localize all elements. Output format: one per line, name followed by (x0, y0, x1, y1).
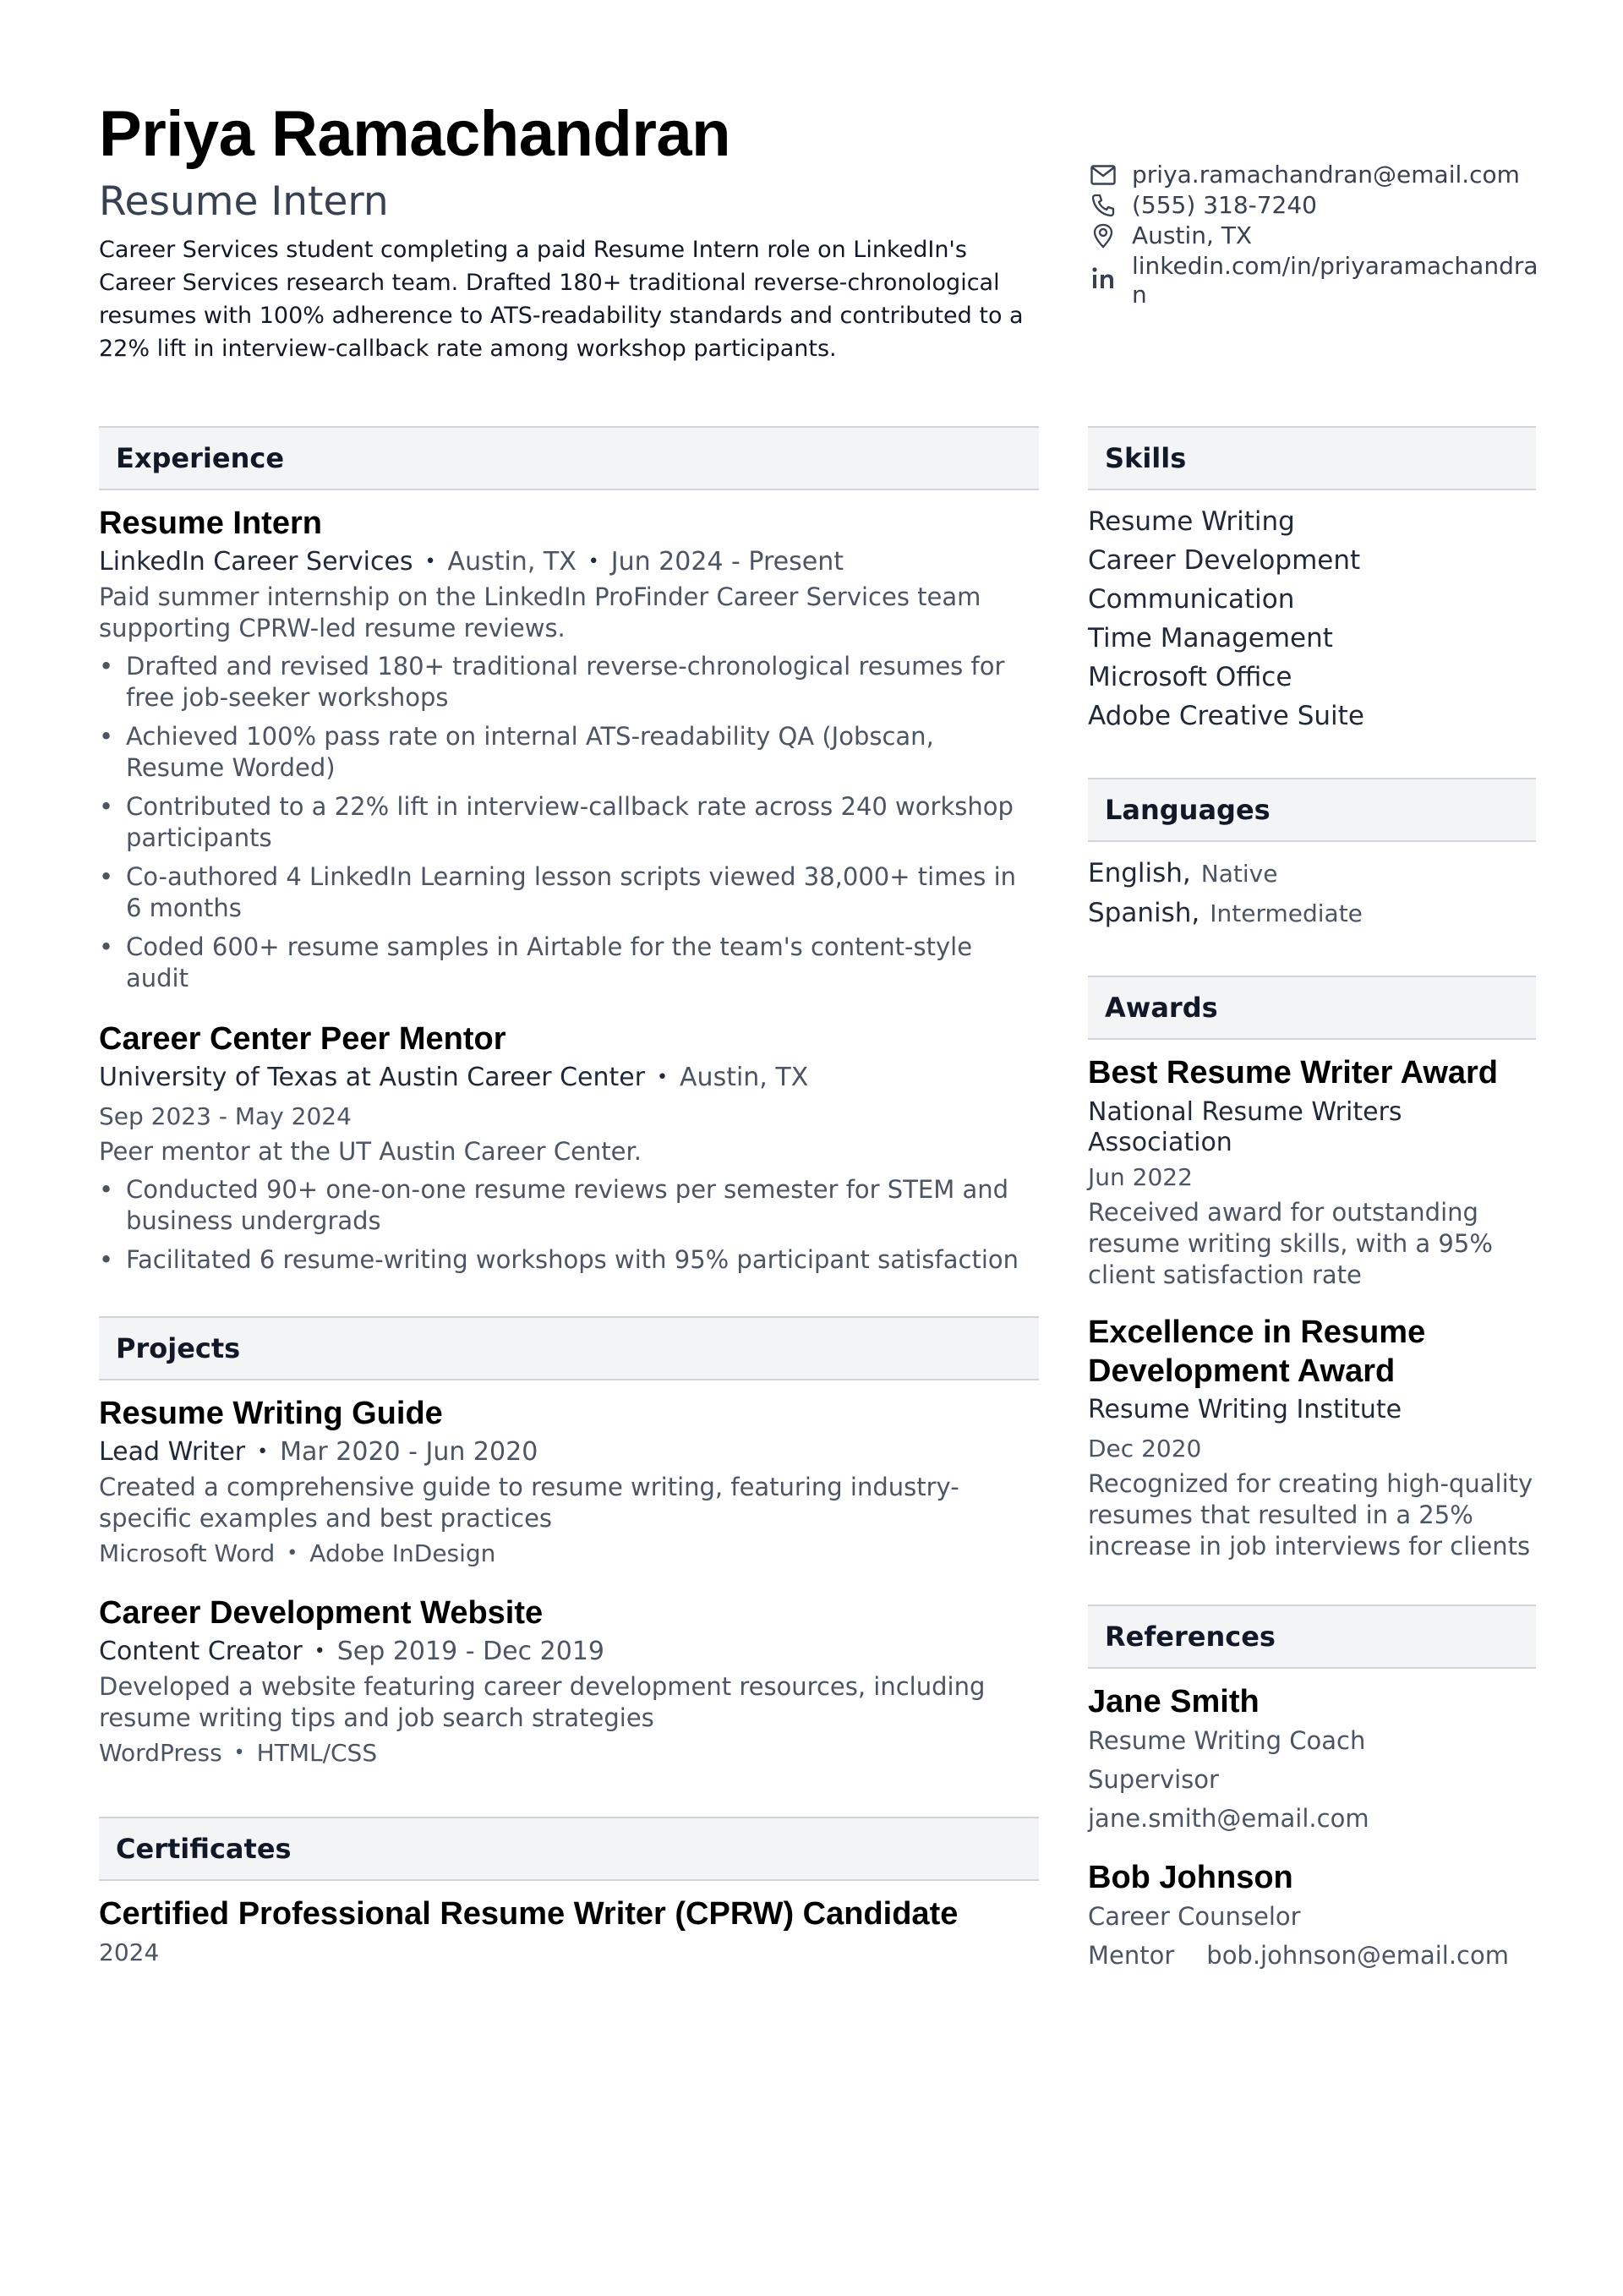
awards-heading: Awards (1088, 976, 1536, 1040)
linkedin-icon (1088, 264, 1118, 292)
skill-item: Microsoft Office (1088, 662, 1292, 692)
phone-icon (1088, 191, 1118, 220)
job-title: Resume Intern (99, 506, 322, 541)
reference-relation: Mentor (1088, 1941, 1175, 1970)
tool-tag: HTML/CSS (256, 1739, 378, 1767)
candidate-title: Resume Intern (99, 178, 389, 225)
skill-item: Career Development (1088, 545, 1361, 576)
reference-name: Bob Johnson (1088, 1860, 1293, 1895)
job-meta: LinkedIn Career Services • Austin, TX • Jun 2024 - Present (99, 547, 844, 577)
skill-item: Time Management (1088, 623, 1333, 653)
tool-tag: Microsoft Word (99, 1539, 276, 1567)
location-text: Austin, TX (1132, 221, 1253, 249)
candidate-name: Priya Ramachandran (99, 98, 731, 170)
reference-email[interactable]: jane.smith@email.com (1088, 1804, 1369, 1833)
contact-linkedin (1088, 252, 1544, 309)
project-role: Lead Writer (99, 1437, 246, 1467)
project-description: Created a comprehensive guide to resume writing, featuring industry-specific examples and best practices (99, 1473, 959, 1533)
reference-role: Career Counselor (1088, 1902, 1301, 1931)
bullet-item: • Coded 600+ resume samples in Airtable for the team's content-style audit (99, 932, 1039, 994)
contact-block (1088, 161, 1544, 311)
reference-entry (1088, 1682, 1536, 1838)
job-dates: Jun 2024 - Present (610, 547, 844, 577)
project-role: Content Creator (99, 1637, 303, 1666)
email-link[interactable]: priya.ramachandran@email.com (1132, 161, 1520, 189)
job-org: University of Texas at Austin Career Center (99, 1063, 646, 1092)
language-name: Spanish, (1088, 898, 1200, 928)
skills-heading: Skills (1088, 426, 1536, 490)
skill-item: Adobe Creative Suite (1088, 701, 1364, 731)
award-date: Jun 2022 (1088, 1163, 1193, 1191)
bullet-item: • Drafted and revised 180+ traditional reverse-chronological resumes for free job-seeker workshops (99, 651, 1039, 713)
contact-location (1088, 221, 1544, 250)
job-description: Paid summer internship on the LinkedIn ProFinder Career Services team supporting CPRW-led resume reviews. (99, 582, 981, 642)
experience-entry (99, 504, 1039, 994)
project-meta: Lead Writer • Mar 2020 - Jun 2020 (99, 1437, 538, 1467)
mail-icon (1088, 161, 1118, 189)
reference-contact-line (1088, 1936, 1536, 1975)
contact-phone (1088, 191, 1544, 220)
languages-list (1088, 854, 1536, 933)
language-item (1088, 894, 1536, 933)
job-location: Austin, TX (447, 547, 577, 577)
project-dates: Mar 2020 - Jun 2020 (280, 1437, 538, 1467)
skills-list (1088, 502, 1536, 735)
certificate-year: 2024 (99, 1938, 160, 1966)
linkedin-link[interactable]: linkedin.com/in/priyaramachandran (1132, 252, 1538, 309)
project-title: Career Development Website (99, 1595, 544, 1631)
certificate-title: Certified Professional Resume Writer (CPRW) Candidate (99, 1896, 959, 1932)
language-item (1088, 854, 1536, 894)
project-dates: Sep 2019 - Dec 2019 (336, 1637, 605, 1666)
project-tools: Microsoft Word • Adobe InDesign (99, 1539, 496, 1567)
projects-heading: Projects (99, 1316, 1039, 1380)
bullet-item: • Achieved 100% pass rate on internal ATS-readability QA (Jobscan, Resume Worded) (99, 721, 1039, 784)
award-description: Recognized for creating high-quality resumes that resulted in a 25% increase in job interviews for clients (1088, 1469, 1533, 1561)
tool-tag: Adobe InDesign (309, 1539, 496, 1567)
award-title: Best Resume Writer Award (1088, 1055, 1499, 1091)
job-meta: University of Texas at Austin Career Center • Austin, TX (99, 1063, 809, 1092)
award-org: National Resume Writers Association (1088, 1097, 1402, 1157)
job-title: Career Center Peer Mentor (99, 1021, 506, 1057)
reference-role: Resume Writing Coach (1088, 1726, 1366, 1755)
award-description: Received award for outstanding resume writing skills, with a 95% client satisfaction rate (1088, 1198, 1493, 1289)
project-entry (99, 1594, 1039, 1773)
bullet-item: • Contributed to a 22% lift in interview-callback rate across 240 workshop participants (99, 791, 1039, 854)
project-description: Developed a website featuring career development resources, including resume writing tips and job search strategies (99, 1672, 986, 1732)
tool-tag: WordPress (99, 1739, 222, 1767)
job-location: Austin, TX (680, 1063, 809, 1092)
project-tools: WordPress • HTML/CSS (99, 1739, 378, 1767)
contact-email (1088, 161, 1544, 189)
award-entry (1088, 1313, 1536, 1562)
side-column (1088, 426, 1536, 1975)
job-org: LinkedIn Career Services (99, 547, 413, 577)
phone-text: (555) 318-7240 (1132, 191, 1317, 219)
skill-item: Communication (1088, 584, 1295, 615)
reference-relation: Supervisor (1088, 1765, 1219, 1794)
main-column (99, 426, 1039, 1972)
job-description: Peer mentor at the UT Austin Career Center. (99, 1137, 642, 1166)
resume-header (99, 95, 1536, 365)
references-heading: References (1088, 1604, 1536, 1669)
job-dates: Sep 2023 - May 2024 (99, 1102, 352, 1130)
reference-name: Jane Smith (1088, 1684, 1260, 1719)
certificates-heading: Certificates (99, 1817, 1039, 1881)
award-date: Dec 2020 (1088, 1435, 1202, 1462)
award-entry (1088, 1053, 1536, 1291)
languages-heading: Languages (1088, 778, 1536, 842)
award-title: Excellence in Resume Development Award (1088, 1315, 1426, 1389)
summary-text: Career Services student completing a paid Resume Intern role on LinkedIn's Career Services research team. Drafted 180+ traditional reverse-chronological resumes with 100% adherence to ATS-readability standards and contributed to a 22% lift in interview-callback rate among workshop participants. (99, 237, 1024, 362)
project-title: Resume Writing Guide (99, 1396, 443, 1431)
experience-entry (99, 1020, 1039, 1276)
skill-item: Resume Writing (1088, 506, 1295, 537)
bullet-item: • Conducted 90+ one-on-one resume reviews per semester for STEM and business undergrads (99, 1174, 1039, 1237)
language-level: Native (1200, 860, 1278, 888)
bullet-item: • Facilitated 6 resume-writing workshops with 95% participant satisfaction (99, 1244, 1039, 1276)
language-level: Intermediate (1210, 899, 1363, 927)
reference-entry (1088, 1858, 1536, 1975)
experience-heading: Experience (99, 426, 1039, 490)
project-entry (99, 1394, 1039, 1573)
reference-email[interactable]: bob.johnson@email.com (1206, 1941, 1509, 1970)
certificate-entry (99, 1894, 1039, 1972)
project-meta: Content Creator • Sep 2019 - Dec 2019 (99, 1637, 605, 1666)
language-name: English, (1088, 858, 1191, 888)
bullet-item: • Co-authored 4 LinkedIn Learning lesson scripts viewed 38,000+ times in 6 months (99, 861, 1039, 924)
location-pin-icon (1088, 221, 1118, 250)
job-bullets (99, 651, 1039, 994)
award-org: Resume Writing Institute (1088, 1395, 1402, 1424)
job-bullets (99, 1174, 1039, 1276)
